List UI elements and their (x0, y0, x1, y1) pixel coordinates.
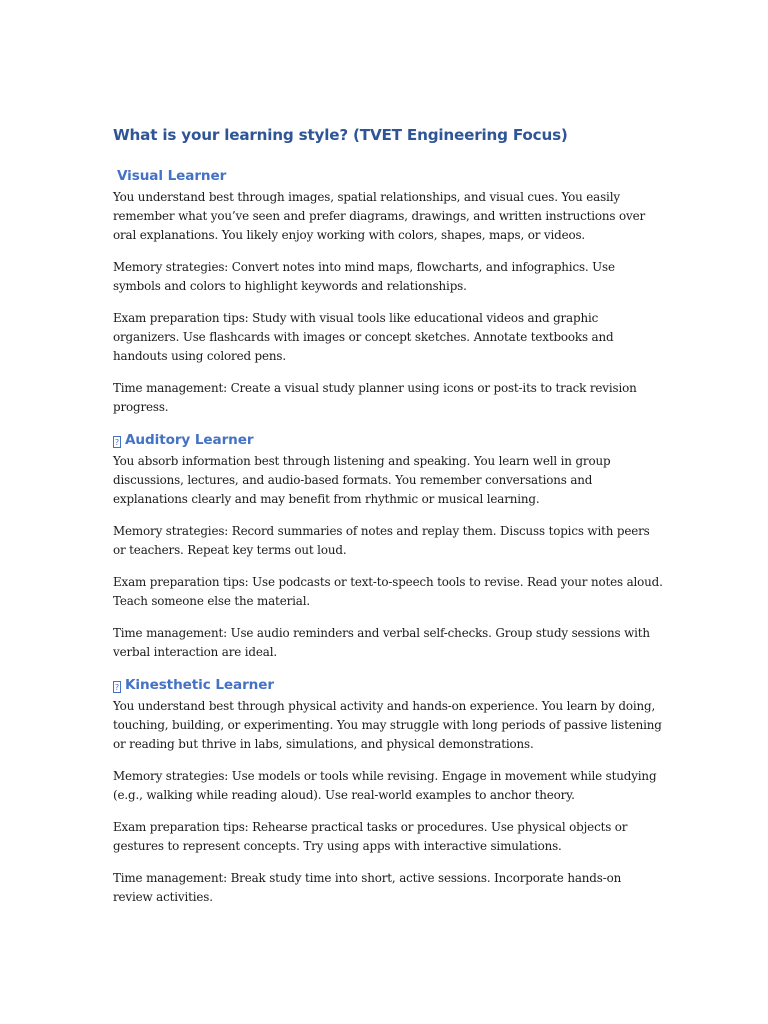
memory-strategies-paragraph: Memory strategies: Use models or tools while revising. Engage in movement while studying (e.g., walking while reading aloud). Use real-world examples to anchor theory. (113, 768, 657, 803)
exam-tips-paragraph: Exam preparation tips: Rehearse practical tasks or procedures. Use physical objects or gestures to represent concepts. Try using apps with interactive simulations. (113, 819, 628, 854)
missing-glyph-icon: ? (114, 682, 120, 692)
section-heading-text: Visual Learner (117, 168, 227, 184)
time-management-paragraph: Time management: Use audio reminders and verbal self-checks. Group study sessions with verbal interaction are ideal. (113, 625, 650, 660)
document-content (113, 124, 663, 920)
section-heading (113, 675, 663, 695)
section-visual-learner (113, 166, 663, 418)
section-heading (113, 166, 663, 186)
section-heading-text: Kinesthetic Learner (125, 676, 274, 693)
memory-strategies-paragraph: Memory strategies: Record summaries of notes and replay them. Discuss topics with peers or teachers. Repeat key terms out loud. (113, 524, 650, 558)
section-heading-text: Auditory Learner (125, 432, 254, 449)
section-heading (113, 430, 663, 450)
section-auditory-learner (113, 430, 663, 662)
section-kinesthetic-learner (113, 675, 663, 907)
description-paragraph: You understand best through physical activity and hands-on experience. You learn by doing, touching, building, or experimenting. You may struggle with long periods of passive listening or reading but thrive in labs, simulations, and physical demonstrations. (113, 698, 662, 752)
exam-tips-paragraph: Exam preparation tips: Use podcasts or text-to-speech tools to revise. Read your notes aloud. Teach someone else the material. (113, 575, 663, 609)
description-paragraph: You absorb information best through listening and speaking. You learn well in group discussions, lectures, and audio-based formats. You remember conversations and explanations clearly and may benefit from rhythmic or musical learning. (113, 454, 611, 507)
memory-strategies-paragraph: Memory strategies: Convert notes into mind maps, flowcharts, and infographics. Use symbols and colors to highlight keywords and relationships. (113, 260, 615, 294)
exam-tips-paragraph: Exam preparation tips: Study with visual tools like educational videos and graphic organizers. Use flashcards with images or concept sketches. Annotate textbooks and handouts using colored pens. (113, 311, 614, 364)
missing-glyph-icon: ? (114, 438, 120, 448)
time-management-paragraph: Time management: Break study time into short, active sessions. Incorporate hands-on review activities. (113, 870, 622, 904)
document-title: What is your learning style? (TVET Engineering Focus) (113, 126, 568, 144)
time-management-paragraph: Time management: Create a visual study planner using icons or post-its to track revision progress. (113, 381, 637, 415)
description-paragraph: You understand best through images, spatial relationships, and visual cues. You easily remember what you’ve seen and prefer diagrams, drawings, and written instructions over oral explanations. You likely enjoy working with colors, shapes, maps, or videos. (113, 190, 646, 243)
